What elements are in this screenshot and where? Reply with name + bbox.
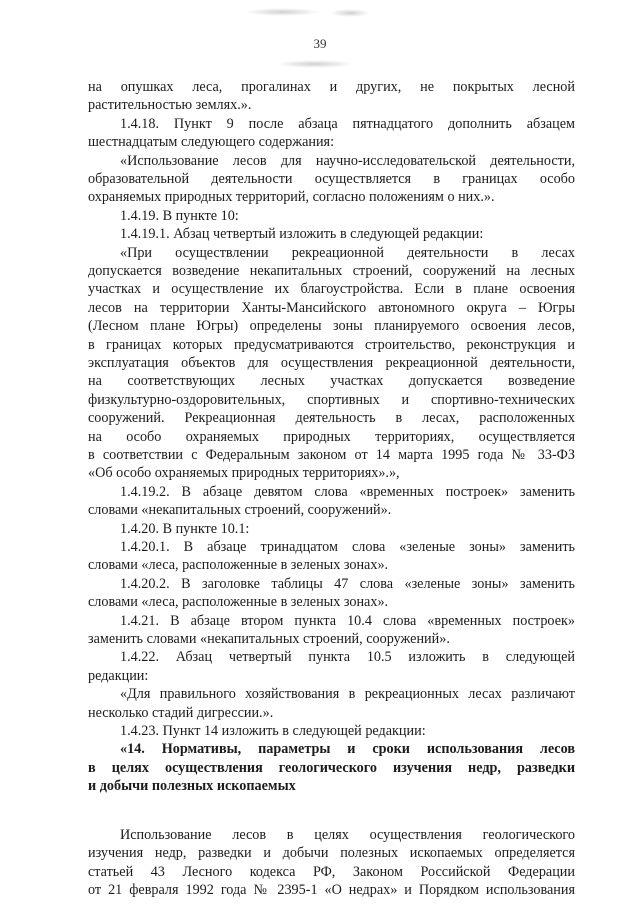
text-line: заменить словами «некапитальных строений, сооружений». [88, 631, 450, 647]
text-line: словами «леса, расположенные в зеленых зонах». [88, 594, 389, 611]
text-line: 1.4.23. Пункт 14 изложить в следующей редакции: [120, 723, 426, 739]
text-line: 1.4.20. В пункте 10.1: [120, 520, 250, 537]
text-line: образовательной деятельности осуществляется в границах особо [88, 171, 575, 187]
section-heading-line: и добычи полезных ископаемых [88, 778, 296, 795]
text-line: от 21 февраля 1992 года № 2395-1 «О недрах» и Порядком использования [88, 882, 575, 899]
text-line: редакции: [88, 667, 149, 684]
text-line: 1.4.19. В пункте 10: [120, 207, 239, 224]
text-line: словами «некапитальных строений, сооружений». [88, 502, 392, 519]
page-number: 39 [313, 36, 327, 51]
text-line: 1.4.22. Абзац четвертый пункта 10.5 изложить в следующей [120, 649, 575, 666]
text-line: «Использование лесов для научно-исследовательской деятельности, [120, 152, 575, 169]
text-line: сооружений. Рекреационная деятельность в лесах, расположенных [88, 410, 575, 427]
text-line: несколько стадий дигрессии.». [88, 704, 274, 721]
text-line: 1.4.19.2. В абзаце девятом слова «временных построек» заменить [120, 483, 575, 500]
text-line: на опушках леса, прогалинах и других, не покрытых лесной [88, 79, 575, 95]
scan-smudge [245, 8, 320, 16]
text-line: в границах которых предусматриваются строительство, реконструкция и [88, 336, 575, 353]
text-line: «При осуществлении рекреационной деятельности в лесах [120, 244, 575, 261]
text-line: растительностью землях.». [88, 97, 252, 114]
text-line: 1.4.20.2. В заголовке таблицы 47 слова «зеленые зоны» заменить [120, 575, 575, 592]
text-line: участках и осуществление их благоустройства. Если в плане освоения [88, 281, 575, 298]
text-line: охраняемых природных территорий, согласно положениям о них.». [88, 189, 495, 206]
text-line: в соответствии с Федеральным законом от 14 марта 1995 года № 33-ФЗ [88, 447, 575, 463]
text-line: словами «леса, расположенные в зеленых зонах». [88, 557, 389, 574]
section-heading-line: в целях осуществления геологического изучения недр, разведки [88, 759, 575, 776]
text-line: «Для правильного хозяйствования в рекреационных лесах различают [120, 686, 575, 703]
scan-smudge [275, 60, 355, 68]
section-heading-line: «14. Нормативы, параметры и сроки использования лесов [120, 741, 575, 758]
text-line: на особо охраняемых природных территориях, осуществляется [88, 428, 575, 445]
text-line: эксплуатация объектов для осуществления рекреационной деятельности, [88, 355, 575, 371]
text-line: допускается возведение некапитальных строений, сооружений на лесных [88, 263, 575, 279]
text-line: 1.4.20.1. В абзаце тринадцатом слова «зеленые зоны» заменить [120, 539, 575, 555]
text-line: изучения недр, разведки и добычи полезных ископаемых определяется [88, 845, 575, 862]
text-line: 1.4.21. В абзаце втором пункта 10.4 слова «временных построек» [120, 612, 575, 629]
text-line: 1.4.19.1. Абзац четвертый изложить в следующей редакции: [120, 226, 484, 243]
text-line: «Об особо охраняемых природных территориях».», [88, 465, 400, 482]
scan-smudge [330, 9, 370, 17]
text-line: статьей 43 Лесного кодекса РФ, Законом Российской Федерации [88, 863, 575, 880]
text-line: 1.4.18. Пункт 9 после абзаца пятнадцатого дополнить абзацем [120, 115, 575, 132]
text-line: на соответствующих лесных участках допускается возведение [88, 373, 575, 390]
text-line: физкультурно-оздоровительных, спортивных и спортивно-технических [88, 391, 575, 408]
text-line: (Лесном плане Югры) определены зоны планируемого освоения лесов, [88, 318, 575, 335]
text-line: шестнадцатым следующего содержания: [88, 134, 335, 151]
text-line: лесов на территории Ханты-Мансийского автономного округа – Югры [88, 299, 575, 316]
text-line: Использование лесов в целях осуществления геологического [120, 827, 575, 843]
